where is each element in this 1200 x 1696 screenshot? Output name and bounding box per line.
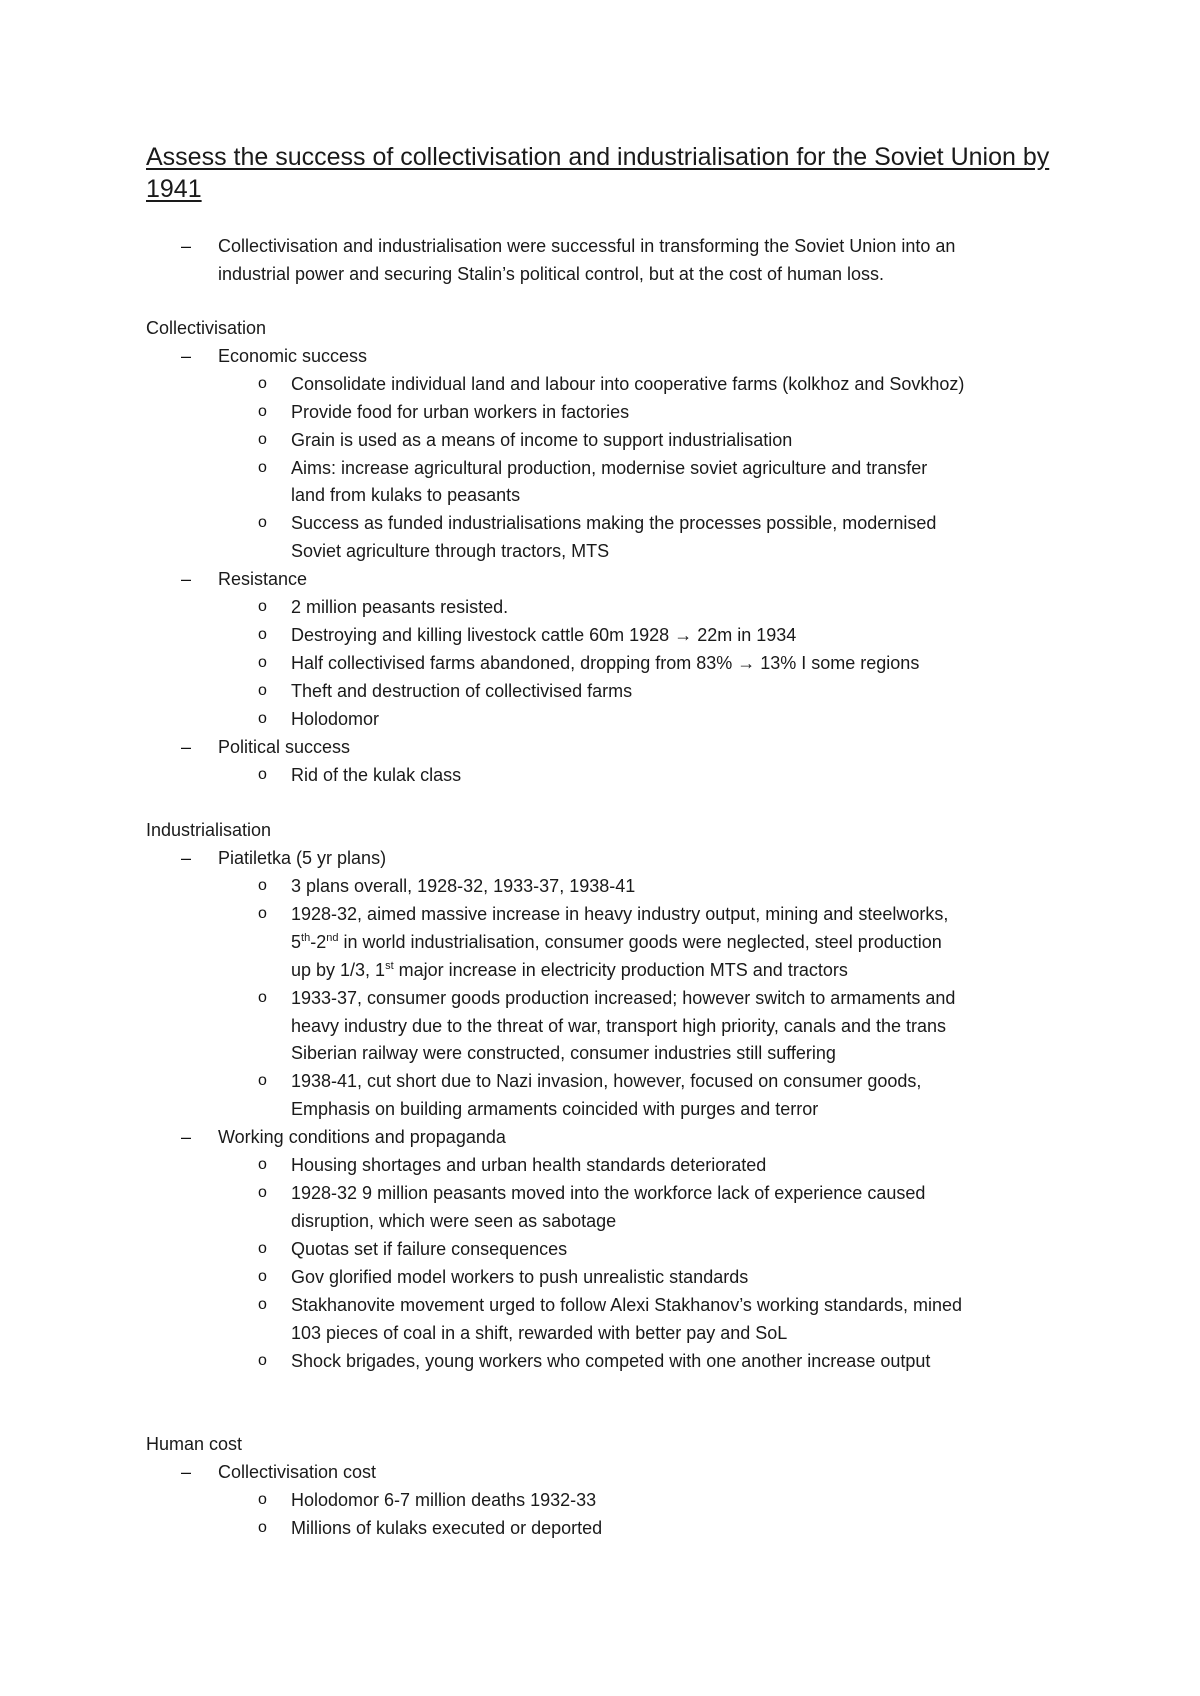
list-item: Holodomor <box>291 709 380 729</box>
subheading-collectivisation-cost: Collectivisation cost <box>218 1462 377 1482</box>
dash-bullet: – <box>181 569 192 589</box>
dash-bullet: – <box>181 848 192 868</box>
list-item: Grain is used as a means of income to support industrialisation <box>291 430 793 450</box>
circle-bullet: o <box>258 626 267 643</box>
list-item: Rid of the kulak class <box>291 765 462 785</box>
list-item: Millions of kulaks executed or deported <box>291 1518 603 1538</box>
circle-bullet: o <box>258 1519 267 1536</box>
list-item-continuation: disruption, which were seen as sabotage <box>291 1211 617 1231</box>
section-heading-human-cost: Human cost <box>146 1434 243 1454</box>
list-item: Consolidate individual land and labour into cooperative farms (kolkhoz and Sovkhoz) <box>291 374 965 394</box>
circle-bullet: o <box>258 1156 267 1173</box>
dash-bullet: – <box>181 1462 192 1482</box>
list-item-continuation: heavy industry due to the threat of war, transport high priority, canals and the trans <box>291 1016 947 1036</box>
subheading-resistance: Resistance <box>218 569 308 589</box>
circle-bullet: o <box>258 989 267 1006</box>
circle-bullet: o <box>258 1491 267 1508</box>
circle-bullet: o <box>258 682 267 699</box>
circle-bullet: o <box>258 766 267 783</box>
circle-bullet: o <box>258 1072 267 1089</box>
ordinal-suffix: nd <box>326 932 339 944</box>
dash-bullet: – <box>181 346 192 366</box>
list-item-continuation: land from kulaks to peasants <box>291 485 521 505</box>
list-item-continuation: Emphasis on building armaments coincided with purges and terror <box>291 1099 819 1119</box>
list-item: Success as funded industrialisations making the processes possible, modernised <box>291 513 937 533</box>
list-item: Housing shortages and urban health standards deteriorated <box>291 1155 767 1175</box>
list-item: 1938-41, cut short due to Nazi invasion, however, focused on consumer goods, <box>291 1071 922 1091</box>
circle-bullet: o <box>258 459 267 476</box>
list-item: Shock brigades, young workers who competed with one another increase output <box>291 1351 931 1371</box>
document-title: Assess the success of collectivisation and industrialisation for the Soviet Union by 1941 <box>146 143 1050 203</box>
ordinal-number: 5 <box>291 932 302 952</box>
dash-bullet: – <box>181 236 192 256</box>
circle-bullet: o <box>258 1240 267 1257</box>
circle-bullet: o <box>258 598 267 615</box>
list-item: Provide food for urban workers in factories <box>291 402 630 422</box>
intro-line: Collectivisation and industrialisation were successful in transforming the Soviet Union into an <box>218 236 956 256</box>
circle-bullet: o <box>258 1296 267 1313</box>
circle-bullet: o <box>258 431 267 448</box>
list-item: Stakhanovite movement urged to follow Alexi Stakhanov’s working standards, mined <box>291 1295 963 1315</box>
section-heading-collectivisation: Collectivisation <box>146 318 267 338</box>
circle-bullet: o <box>258 1184 267 1201</box>
circle-bullet: o <box>258 1352 267 1369</box>
list-item-continuation <box>291 931 942 953</box>
list-item: 1933-37, consumer goods production increased; however switch to armaments and <box>291 988 956 1008</box>
dash-bullet: – <box>181 1127 192 1147</box>
list-item-continuation: Soviet agriculture through tractors, MTS <box>291 541 610 561</box>
circle-bullet: o <box>258 1268 267 1285</box>
intro-line: industrial power and securing Stalin’s political control, but at the cost of human loss. <box>218 264 885 284</box>
circle-bullet: o <box>258 710 267 727</box>
circle-bullet: o <box>258 403 267 420</box>
circle-bullet: o <box>258 905 267 922</box>
list-item-continuation: 103 pieces of coal in a shift, rewarded with better pay and SoL <box>291 1323 788 1343</box>
circle-bullet: o <box>258 654 267 671</box>
list-item: Destroying and killing livestock cattle 60m 1928 → 22m in 1934 <box>291 625 797 645</box>
section-heading-industrialisation: Industrialisation <box>146 820 272 840</box>
subheading-piatiletka: Piatiletka (5 yr plans) <box>218 848 387 868</box>
circle-bullet: o <box>258 514 267 531</box>
ordinal-suffix: st <box>385 960 394 972</box>
ordinal-suffix: th <box>301 932 311 944</box>
line-text: in world industrialisation, consumer goods were neglected, steel production <box>343 932 942 952</box>
list-item: 1928-32, aimed massive increase in heavy industry output, mining and steelworks, <box>291 904 949 924</box>
circle-bullet: o <box>258 375 267 392</box>
dash-bullet: – <box>181 737 192 757</box>
list-item: Holodomor 6-7 million deaths 1932-33 <box>291 1490 597 1510</box>
list-item: Gov glorified model workers to push unrealistic standards <box>291 1267 749 1287</box>
list-item: Quotas set if failure consequences <box>291 1239 568 1259</box>
line-text: major increase in electricity production MTS and tractors <box>398 960 848 980</box>
subheading-political-success: Political success <box>218 737 351 757</box>
list-item: 2 million peasants resisted. <box>291 597 509 617</box>
list-item: Half collectivised farms abandoned, dropping from 83% → 13% I some regions <box>291 653 920 673</box>
list-item-continuation: Siberian railway were constructed, consumer industries still suffering <box>291 1043 836 1063</box>
circle-bullet: o <box>258 877 267 894</box>
list-item: 1928-32 9 million peasants moved into the workforce lack of experience caused <box>291 1183 926 1203</box>
list-item-continuation <box>291 959 848 981</box>
ordinal-range: -2 <box>310 932 327 952</box>
list-item: Aims: increase agricultural production, modernise soviet agriculture and transfer <box>291 458 928 478</box>
list-item: 3 plans overall, 1928-32, 1933-37, 1938-41 <box>291 876 636 896</box>
line-text: up by 1/3, 1 <box>291 960 386 980</box>
subheading-economic-success: Economic success <box>218 346 368 366</box>
list-item: Theft and destruction of collectivised farms <box>291 681 633 701</box>
subheading-working-conditions: Working conditions and propaganda <box>218 1127 506 1147</box>
